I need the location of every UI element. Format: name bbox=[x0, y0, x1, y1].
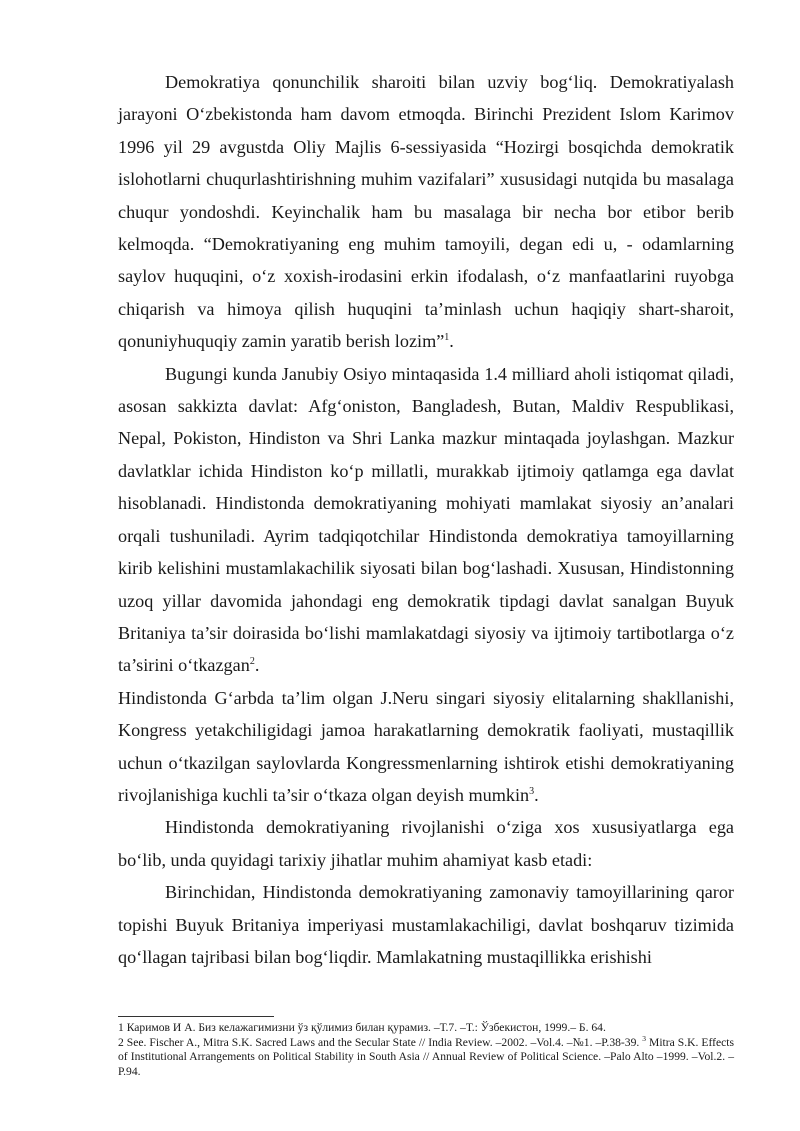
paragraph-5: Birinchidan, Hindistonda demokratiyaning zamonaviy tamoyillarining qaror topishi Buyuk Britaniya imperiyasi mustamlakachiligi, davlat boshqaruv tizimida qo‘llagan tajribasi bilan bog‘liqdir. Mamlakatning mustaqillikka erishishi bbox=[118, 882, 734, 967]
footnotes bbox=[118, 1021, 734, 1079]
paragraph-3: Hindistonda G‘arbda ta’lim olgan J.Neru singari siyosiy elitalarning shakllanishi, Kongress yetakchiligidagi jamoa harakatlarning demokratik faoliyati, mustaqillik uchun o‘tkazilgan saylovlarda Kongressmenlarning ishtirok etishi demokratiyaning rivojlanishiga kuchli ta’sir o‘tkaza olgan deyish mumkin$^3$. bbox=[118, 687, 734, 805]
footnote-ref-1[interactable]: 1 bbox=[444, 332, 450, 344]
footnote-1: 1 Каримов И А. Биз келажагимизни ўз қўлимиз билан қурамиз. –Т.7. –Т.: Ўзбекистон, 1999.– Б. 64. bbox=[118, 1021, 606, 1034]
paragraph-1: Demokratiya qonunchilik sharoiti bilan uzviy bog‘liq. Demokratiyalash jarayoni O‘zbekistonda ham davom etmoqda. Birinchi Prezident Islom Karimov 1996 yil 29 avgustda Oliy Majlis 6-sessiyasida “Hozirgi bosqichda demokratik islohotlarni chuqurlashtirishning muhim vazifalari” xususidagi nutqida bu masalaga chuqur yondoshdi. Keyinchalik ham bu masalaga bir necha bor etibor berib kelmoqda. “Demokratiyaning eng muhim tamoyili, degan edi u, - odamlarning saylov huquqini, o‘z xoxish-irodasini erkin ifodalash, o‘z manfaatlarini ruyobga chiqarish va himoya qilish huquqini ta’minlash uchun haqiqiy shart-sharoit, qonuniyhuquqiy zamin yaratib berish lozim”$^1$. bbox=[118, 72, 734, 352]
footnote-2: 2 See. Fischer A., Mitra S.K. Sacred Laws and the Secular State // India Review. –2002. –Vol.4. –№1. –P.38-39. $^3$ Mitra S.K. Effects of Institutional Arrangements on Political Stability in South Asia // Annual Review of Political Science. –Palo Alto –1999. –Vol.2. –P.94. bbox=[118, 1033, 735, 1078]
paragraph-2: Bugungi kunda Janubiy Osiyo mintaqasida 1.4 milliard aholi istiqomat qiladi, asosan sakkizta davlat: Afg‘oniston, Bangladesh, Butan, Maldiv Respublikasi, Nepal, Pokiston, Hindiston va Shri Lanka mazkur mintaqada joylashgan. Mazkur davlatklar ichida Hindiston ko‘p millatli, murakkab ijtimoiy qatlamga ega davlat hisoblanadi. Hindistonda demokratiyaning mohiyati mamlakat siyosiy an’analari orqali tushuniladi. Ayrim tadqiqotchilar Hindistonda demokratiya tamoyillarning kirib kelishini mustamlakachilik siyosati bilan bog‘lashadi. Xususan, Hindistonning uzoq yillar davomida jahondagi eng demokratik tipdagi davlat sanalgan Buyuk Britaniya ta’sir doirasida bo‘lishi mamlakatdagi siyosiy va ijtimoiy tartibotlarga o‘z ta’sirini o‘tkazgan$^2$. bbox=[118, 363, 734, 676]
paragraph-4: Hindistonda demokratiyaning rivojlanishi o‘ziga xos xususiyatlarga ega bo‘lib, unda quyidagi tarixiy jihatlar muhim ahamiyat kasb etadi: bbox=[118, 817, 734, 870]
footnote-ref-3[interactable]: 3 bbox=[529, 785, 535, 797]
footnote-3: Mitra S.K. Effects of Institutional Arrangements on Political Stability in South Asia // Annual Review of Political Science. –Palo Alto –1999. –Vol.2. –P.94. bbox=[118, 1035, 735, 1078]
footnote-separator bbox=[118, 1016, 274, 1017]
document-body bbox=[118, 66, 734, 973]
footnote-3-marker: 3 bbox=[642, 1033, 647, 1043]
footnote-ref-2[interactable]: 2 bbox=[249, 656, 255, 668]
